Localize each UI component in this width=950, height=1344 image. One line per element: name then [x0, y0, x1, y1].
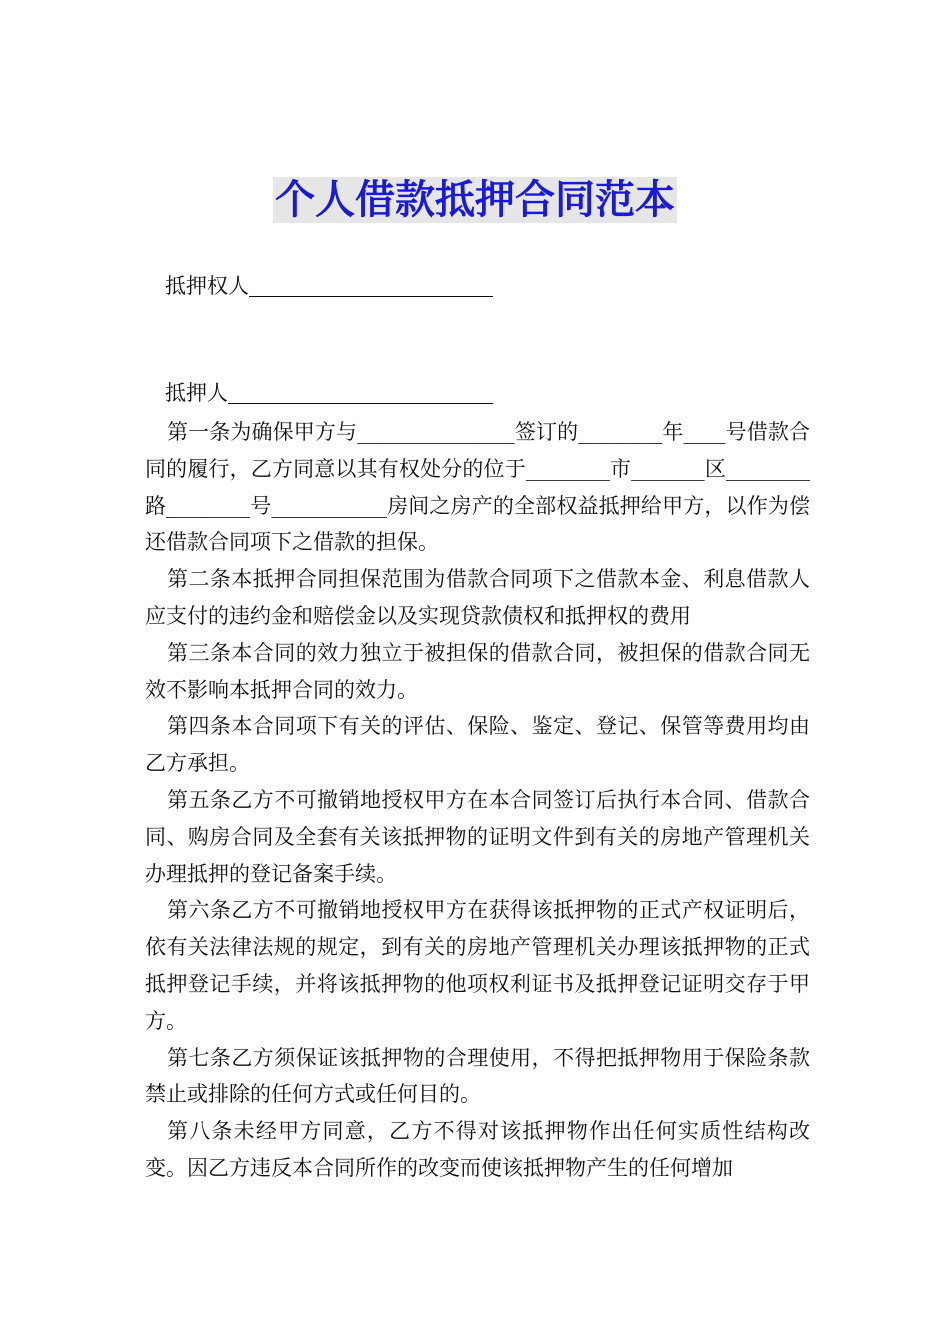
document-title-text: 个人借款抵押合同范本 [275, 177, 675, 223]
mortgagee-line [165, 271, 493, 301]
article-3: 第三条本合同的效力独立于被担保的借款合同，被担保的借款合同无效不影响本抵押合同的效力。 [145, 640, 810, 702]
article-4: 第四条本合同项下有关的评估、保险、鉴定、登记、保管等费用均由乙方承担。 [145, 714, 810, 776]
mortgagee-blank [249, 274, 493, 297]
mortgagor-blank [228, 381, 493, 404]
document-title [0, 172, 950, 228]
article-7: 第七条乙方须保证该抵押物的合理使用，不得把抵押物用于保险条款禁止或排除的任何方式或任何目的。 [145, 1045, 810, 1107]
article-1: 第一条为确保甲方与_______________签订的________年____号借款合同的履行，乙方同意以其有权处分的位于________市_______区________路________号___________房间之房产的全部权益抵押给甲方，以作为偿还借款合同项下之借款的担保。 [145, 420, 810, 555]
contract-articles [145, 414, 810, 1187]
mortgagor-label: 抵押人 [165, 381, 228, 405]
mortgagor-line [165, 378, 493, 408]
article-6: 第六条乙方不可撤销地授权甲方在获得该抵押物的正式产权证明后，依有关法律法规的规定，到有关的房地产管理机关办理该抵押物的正式抵押登记手续，并将该抵押物的他项权利证书及抵押登记证明交存于甲方。 [145, 898, 810, 1033]
article-2: 第二条本抵押合同担保范围为借款合同项下之借款本金、利息借款人应支付的违约金和赔偿金以及实现贷款债权和抵押权的费用 [145, 567, 810, 628]
article-8: 第八条未经甲方同意，乙方不得对该抵押物作出任何实质性结构改变。因乙方违反本合同所作的改变而使该抵押物产生的任何增加 [145, 1119, 810, 1180]
mortgagee-label: 抵押权人 [165, 274, 249, 298]
article-5: 第五条乙方不可撤销地授权甲方在本合同签订后执行本合同、借款合同、购房合同及全套有关该抵押物的证明文件到有关的房地产管理机关办理抵押的登记备案手续。 [145, 787, 810, 886]
